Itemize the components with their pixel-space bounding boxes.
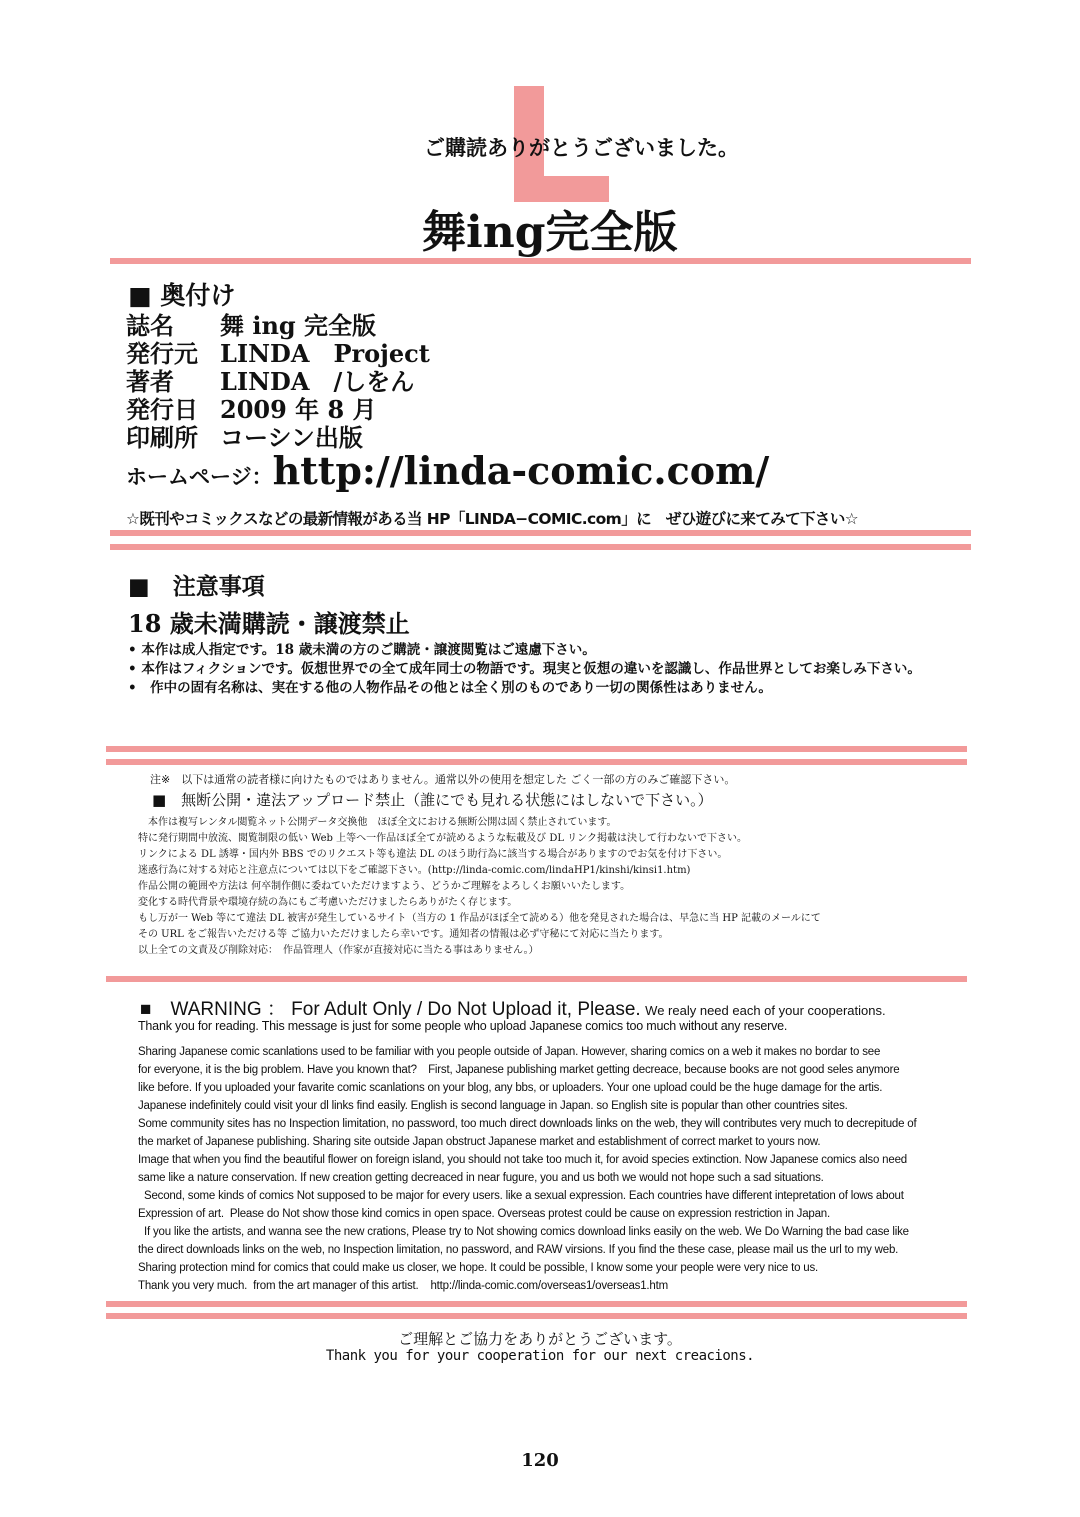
divider: [106, 1301, 967, 1307]
colophon-table: [126, 312, 430, 452]
caution-item: • 本作はフィクションです。仮想世界での全て成年同士の物語です。現実と仮想の違いを認識し、作品世界としてお楽しみ下さい。: [128, 661, 921, 677]
caution-subheading: 18 歳未満購読・譲渡禁止: [128, 609, 410, 638]
page-number: 120: [521, 1450, 559, 1471]
divider: [110, 258, 971, 264]
caution-list: [128, 641, 921, 698]
footer-thanks-en: Thank you for your cooperation for our next creacions.: [325, 1348, 755, 1364]
divider: [106, 1313, 967, 1319]
colophon-row: 発行元 LINDA Project: [126, 339, 430, 368]
warning-body: Sharing Japanese comic scanlations used to be familiar with you people outside of Japan. However, sharing comics on a web it makes no bordar to see for everyone, it is the big problem. Have you known that? First, Japanese publishing market getting decreace, because books are not good seles anymore like before. If you uploaded your favarite comic scanlations on your blog, any bbs, or uploaders. Your one upload could be the huge damage for the artis. Japanese indefinitely could visit your dl links find easily. English is second language in Japan. so English site is popular than other countries sites. Some community sites has no Inspection limitation, no password, too much direct downloads links on the web, they will contributes very much to decrepitude of the market of Japanese publishing. Sharing site outside Japan obstruct Japanese market and establishment of correct market to yours now. Image that when you find the beautiful flower on foreign island, you should not take too much it, for avoid species extinction. Now Japanese comics also need same like a nature conservation. If new creation getting decreaced in near fugure, you and us both we would not hope such a sad situations. Second, some kinds of comics Not supposed to be major for every users. like a sexual expression. Each countries have different intepretation of lows about Expression of art. Please do Not show those kind comics in open space. Overseas protest could be cause on expression restriction in Japan. If you like the artists, and wanna see the new crations, Please try to Not showing comics download links easily on the web. We Do Warning the bad case like the direct downloads links on the web, no Inspection limitation, no password, and RAW virsions. If you find the these case, please mail us the url to my web. Sharing protection mind for comics that could make us closer, we hope. It could be possible, I know some your people were very nice to us. Thank you very much. from the art manager of this artist. http://linda-comic.com/overseas1/overseas1.htm: [138, 1046, 917, 1292]
homepage-line: ホームページ：http://linda-comic.com/: [126, 448, 770, 493]
caution-item: • 本作は成人指定です。18 歳未満の方のご購読・譲渡閲覧はご遠慮下さい。: [128, 642, 596, 658]
homepage-link[interactable]: http://linda-comic.com/: [272, 448, 770, 493]
footer-thanks-jp: ご理解とご協力をありがとうございます。: [398, 1330, 682, 1348]
upload-body: 本作は複写レンタル閲覧ネット公開データ交換他 ほぼ全文における無断公開は固く禁止されています。 特に発行期間中放流、閲覧制限の低い Web 上等へ一作品ほぼ全てが読めるような転載及び DL リンク掲載は決して行わないで下さい。 リンクによる DL 誘導・国内外 BBS でのリクエスト等も違法 DL のほう助行為に該当する場合がありますのでお気を付け下さい。 迷惑行為に対する対応と注意点については以下をご確認下さい。(http://linda-comic.com/lindaHP1/kinshi/kinsi1.htm) 作品公開の範囲や方法は 何卒制作側に委ねていただけますよう、どうかご理解をよろしくお願いいたします。 変化する時代背景や環境存続の為にもご考慮いただけましたらありがたく存じます。 もし万が一 Web 等にて違法 DL 被害が発生しているサイト（当方の 1 作品がほぼ全て読める）他を発見された場合は、早急に当 HP 記載のメールにて その URL をご報告いただける等 ご協力いただけましたら幸いです。通知者の情報は必ず守秘にて対応に当たります。 以上全ての文責及び削除対応： 作品管理人（作家が直接対応に当たる事はありません。）: [138, 817, 821, 956]
upload-heading: ■ 無断公開・違法アップロード禁止（誰にでも見れる状態にはしないで下さい。）: [152, 791, 713, 809]
caution-item: • 作中の固有名称は、実在する他の人物作品その他とは全く別のものであり一切の関係性はありません。: [128, 680, 772, 696]
colophon-row: 印刷所 コーシン出版: [126, 423, 363, 452]
colophon-row: 発行日 2009 年 8 月: [126, 395, 377, 424]
homepage-notice: ☆既刊やコミックスなどの最新情報がある当 HP「LINDA−COMIC.com」に ぜひ遊びに来てみて下さい☆: [126, 510, 859, 528]
colophon-row: 著者 LINDA /しをん: [126, 367, 415, 396]
colophon-row: 誌名 舞 ing 完全版: [126, 311, 377, 340]
caution-heading: ■ 注意事項: [128, 573, 265, 600]
upload-note: 注※ 以下は通常の読者様に向けたものではありません。通常以外の使用を想定した ごく一部の方のみご確認下さい。: [150, 773, 736, 786]
book-title: 舞ing完全版: [422, 207, 678, 258]
warning-intro: Thank you for reading. This message is just for some people who upload Japanese comics too much without any reserve.: [138, 1019, 788, 1033]
warning-heading-line: ■ WARNING ： For Adult Only / Do Not Upload it, Please. We realy need each of your cooperations.: [140, 999, 886, 1020]
thanks-text: ご購読ありがとうございました。: [424, 136, 739, 160]
divider: [110, 530, 971, 536]
divider: [106, 759, 967, 765]
divider: [106, 746, 967, 752]
colophon-heading: ■ 奥付け: [128, 281, 236, 310]
divider: [106, 976, 967, 982]
divider: [110, 544, 971, 550]
